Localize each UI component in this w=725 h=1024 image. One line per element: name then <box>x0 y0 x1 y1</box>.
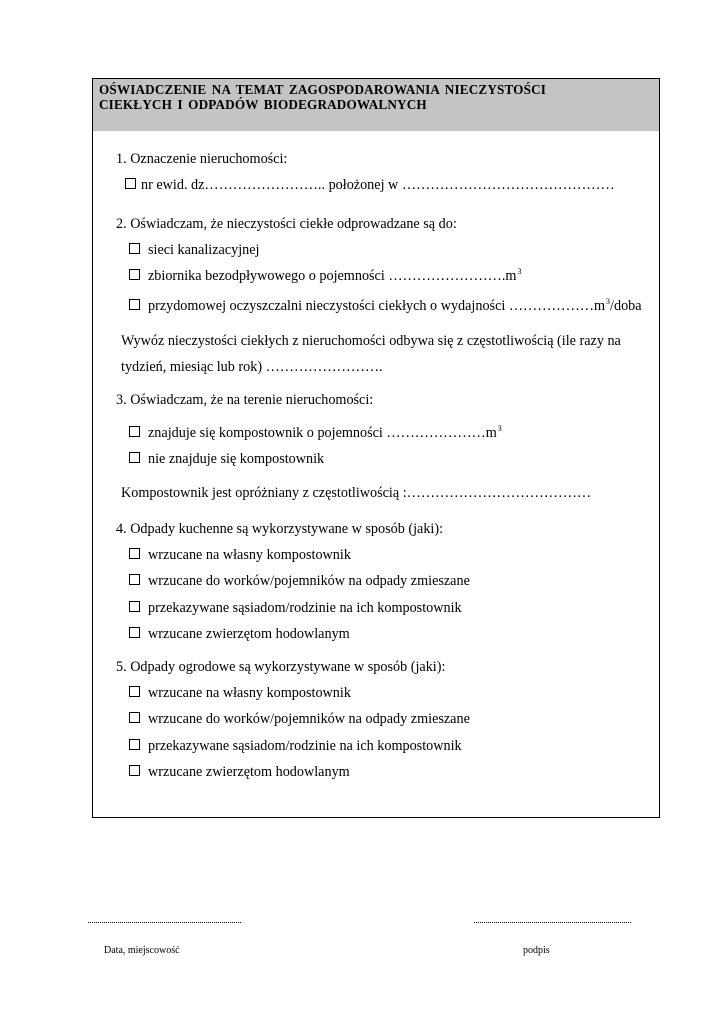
section1-line-text: nr ewid. dz…………………….. położonej w ……………………………………… <box>141 177 615 193</box>
option-label: wrzucane do worków/pojemników na odpady zmieszane <box>148 573 470 589</box>
checkbox[interactable] <box>129 299 140 310</box>
section4-option-4[interactable] <box>129 626 350 642</box>
section3-emptying-frequency[interactable]: Kompostownik jest opróżniany z częstotliwością :………………………………… <box>121 485 592 501</box>
checkbox[interactable] <box>129 765 140 776</box>
section5-option-1[interactable] <box>129 685 351 701</box>
option-label: wrzucane do worków/pojemników na odpady zmieszane <box>148 711 470 727</box>
section5-heading: 5. Odpady ogrodowe są wykorzystywane w sposób (jaki): <box>116 659 446 675</box>
option-label: znajduje się kompostownik o pojemności …………………m <box>148 425 497 441</box>
section2-option-sewer[interactable] <box>129 242 259 258</box>
option-label: przekazywane sąsiadom/rodzinie na ich kompostownik <box>148 600 462 616</box>
section2-heading: 2. Oświadczam, że nieczystości ciekłe odprowadzane są do: <box>116 216 457 232</box>
option-label: zbiornika bezodpływowego o pojemności …………………….m <box>148 268 517 284</box>
option-label: nie znajduje się kompostownik <box>148 451 325 467</box>
signature-label: podpis <box>523 945 550 956</box>
checkbox[interactable] <box>125 178 136 189</box>
section4-option-1[interactable] <box>129 547 351 563</box>
unit-superscript: 3 <box>517 267 522 276</box>
checkbox[interactable] <box>129 739 140 750</box>
section1-heading: 1. Oznaczenie nieruchomości: <box>116 151 288 167</box>
option-label: przydomowej oczyszczalni nieczystości ciekłych o wydajności ………………m <box>148 298 606 314</box>
section2-frequency-line1: Wywóz nieczystości ciekłych z nieruchomości odbywa się z częstotliwością (ile razy na <box>121 333 621 349</box>
checkbox[interactable] <box>129 426 140 437</box>
section1-property-line[interactable] <box>125 177 615 193</box>
section2-option-tank[interactable] <box>129 268 521 286</box>
section4-option-2[interactable] <box>129 573 470 589</box>
checkbox[interactable] <box>129 452 140 463</box>
checkbox[interactable] <box>129 627 140 638</box>
section5-option-2[interactable] <box>129 711 470 727</box>
section3-option-composter-no[interactable] <box>129 451 324 467</box>
unit-superscript: 3 <box>606 297 611 306</box>
signature-line[interactable] <box>474 922 631 923</box>
unit-superscript: 3 <box>497 424 502 433</box>
form-title-line-2: CIEKŁYCH I ODPADÓW BIODEGRADOWALNYCH <box>99 97 427 112</box>
checkbox[interactable] <box>129 686 140 697</box>
section3-heading: 3. Oświadczam, że na terenie nieruchomości: <box>116 392 374 408</box>
checkbox[interactable] <box>129 712 140 723</box>
section5-option-4[interactable] <box>129 764 350 780</box>
option-label: przekazywane sąsiadom/rodzinie na ich kompostownik <box>148 738 462 754</box>
section4-option-3[interactable] <box>129 600 462 616</box>
checkbox[interactable] <box>129 574 140 585</box>
section2-frequency-line2[interactable]: tydzień, miesiąc lub rok) ……………………. <box>121 359 383 375</box>
date-place-label: Data, miejscowość <box>104 945 180 956</box>
section2-option-treatment-plant[interactable] <box>129 298 642 316</box>
form-title-line-1: OŚWIADCZENIE NA TEMAT ZAGOSPODAROWANIA NIECZYSTOŚCI <box>99 82 547 97</box>
option-label: wrzucane na własny kompostownik <box>148 685 351 701</box>
checkbox[interactable] <box>129 548 140 559</box>
checkbox[interactable] <box>129 601 140 612</box>
per-day-label: /doba <box>610 298 642 314</box>
form-header <box>93 79 659 131</box>
section3-option-composter-yes[interactable] <box>129 425 502 443</box>
option-label: wrzucane na własny kompostownik <box>148 547 351 563</box>
checkbox[interactable] <box>129 243 140 254</box>
section4-heading: 4. Odpady kuchenne są wykorzystywane w sposób (jaki): <box>116 521 444 537</box>
section5-option-3[interactable] <box>129 738 462 754</box>
option-label: wrzucane zwierzętom hodowlanym <box>148 626 350 642</box>
option-label: wrzucane zwierzętom hodowlanym <box>148 764 350 780</box>
option-label: sieci kanalizacyjnej <box>148 242 260 258</box>
date-place-line[interactable] <box>88 922 241 923</box>
checkbox[interactable] <box>129 269 140 280</box>
